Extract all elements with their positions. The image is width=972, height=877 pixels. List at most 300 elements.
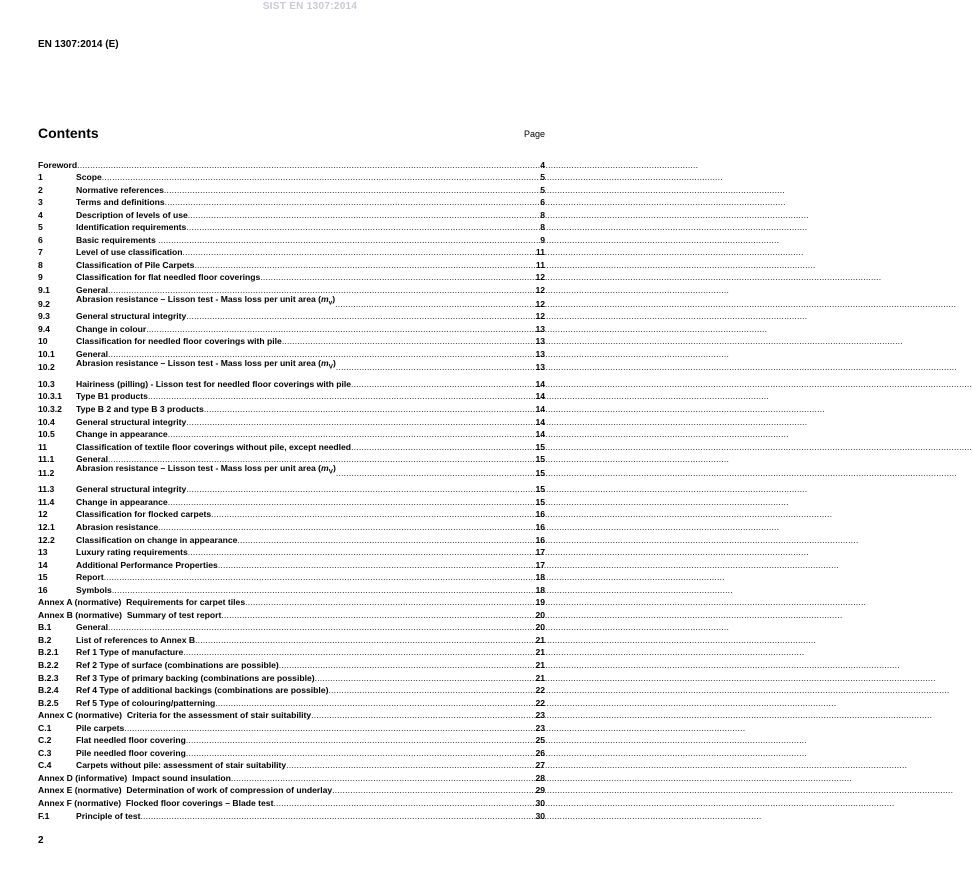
toc-entry[interactable] [38,770,545,783]
toc-entry-page: 15 [535,467,545,478]
toc-entry[interactable] [38,657,545,670]
toc-entry-title-tail: ) [332,293,336,304]
toc-entry-title-text: Abrasion resistance – Lisson test - Mass loss per unit area ( [76,293,322,304]
toc-entry-title-text: Pile needled floor covering [76,747,186,758]
toc-entry-number: 5 [38,222,43,233]
toc-entry-title [76,235,158,245]
toc-dot-leader [195,635,535,645]
toc-entry-title-text: General [76,348,109,359]
toc-entry-page: 21 [535,660,545,671]
toc-entry-number: 10.5 [38,429,55,440]
toc-dot-leader [168,429,536,439]
toc-dot-leader [165,197,541,207]
toc-entry-title [76,484,186,494]
toc-entry-page: 30 [535,798,545,809]
toc-entry-title-text: Hairiness (pilling) - Lisson test for needled floor coverings with pile [76,378,352,389]
toc-entry-title [76,463,336,478]
toc-dot-leader [328,685,535,695]
toc-entry-number: 10.3.1 [38,391,62,402]
toc-entry-title-text: Additional Performance Properties [76,559,218,570]
toc-entry-number: 10 [38,336,48,347]
toc-entry-number: 11.2 [38,467,55,478]
toc-entry-number: 12.2 [38,534,55,545]
toc-dot-leader [104,572,536,582]
toc-entry-number: C.3 [38,747,52,758]
toc-entry-title [76,698,215,708]
toc-entry-title [76,311,186,321]
toc-entry[interactable] [38,519,545,532]
toc-entry-number: 11.4 [38,496,55,507]
toc-entry-page: 18 [535,584,545,595]
toc-entry-title-text: Ref 2 Type of surface (combinations are possible) [76,660,279,671]
toc-entry-title-text: Flocked floor coverings – Blade test [121,798,274,809]
toc-entry-number: 7 [38,247,43,258]
toc-dot-leader [148,391,535,401]
toc-entry-number: B.2.5 [38,697,59,708]
toc-entry-title-text: Classification for needled floor coverings with pile [76,336,282,347]
toc-entry-title-text: Symbols [76,584,112,595]
toc-entry-page: 15 [535,484,545,495]
toc-entry-page: 13 [535,336,545,347]
toc-dot-leader [215,698,535,708]
toc-entry[interactable] [38,321,545,334]
toc-entry[interactable] [38,427,545,440]
toc-entry[interactable] [38,182,545,195]
toc-entry[interactable] [38,195,545,208]
toc-entry-page: 4 [540,159,545,170]
toc-entry-number: 16 [38,584,48,595]
table-of-contents [38,157,545,821]
toc-dot-leader [237,535,535,545]
toc-entry-number: 10.3.2 [38,404,62,415]
toc-entry-page: 27 [535,760,545,771]
toc-dot-leader [194,260,535,270]
toc-dot-leader [186,748,536,758]
toc-dot-leader [112,585,536,595]
toc-entry[interactable] [38,720,545,733]
toc-dot-leader [282,336,536,346]
toc-dot-leader [218,560,536,570]
toc-entry-title-text: General structural integrity [76,311,187,322]
toc-dot-leader [315,673,536,683]
toc-entry[interactable] [38,309,545,322]
toc-entry-title-text: Basic requirements [76,234,159,245]
toc-entry-title [76,535,237,545]
toc-entry-title [122,785,333,795]
toc-entry-title [76,247,183,257]
toc-entry[interactable] [38,695,545,708]
toc-entry-variable: m [321,357,329,368]
toc-entry-title-text: General structural integrity [76,484,187,495]
toc-entry-page: 13 [535,323,545,334]
toc-entry-title [76,260,194,270]
toc-entry-page: 12 [535,285,545,296]
toc-entry-page: 14 [535,416,545,427]
toc-entry-page: 22 [535,685,545,696]
toc-entry-title [76,509,211,519]
toc-entry-title-text: Ref 3 Type of primary backing (combinations are possible) [76,672,315,683]
toc-entry-title [76,272,260,282]
toc-entry-title [76,635,195,645]
toc-entry-page: 12 [535,298,545,309]
toc-dot-leader [108,622,535,632]
toc-entry-page: 8 [540,222,545,233]
toc-entry-page: 14 [535,404,545,415]
toc-entry-title [76,185,164,195]
toc-entry[interactable] [38,733,545,746]
toc-entry[interactable] [38,532,545,545]
toc-entry-title [76,442,351,452]
toc-entry-title [76,760,286,770]
toc-entry-title-text: Description of levels of use [76,209,188,220]
toc-entry-page: 21 [535,634,545,645]
toc-entry-page: 18 [535,572,545,583]
toc-entry-number: B.2.1 [38,647,59,658]
toc-entry[interactable] [38,401,545,414]
toc-entry[interactable] [38,708,545,721]
toc-entry-page: 12 [535,272,545,283]
toc-entry-title [76,647,183,657]
toc-entry[interactable] [38,414,545,427]
toc-entry-title-text: Summary of test report [122,609,222,620]
toc-entry-title [76,673,315,683]
toc-entry-subscript: V [328,363,334,371]
toc-entry[interactable] [38,607,545,620]
toc-entry-title-text: General [76,622,109,633]
toc-dot-leader [186,311,535,321]
toc-entry-title-text: General structural integrity [76,416,187,427]
toc-entry-title [121,597,245,607]
toc-entry-page: 5 [540,172,545,183]
toc-entry-number: B.2.2 [38,660,59,671]
toc-dot-leader [188,547,536,557]
toc-entry-title [76,358,336,373]
toc-entry-title-text: Change in colour [76,323,147,334]
toc-entry-page: 23 [535,722,545,733]
toc-entry[interactable] [38,376,545,389]
toc-entry-page: 23 [535,710,545,721]
toc-entry[interactable] [38,207,545,220]
toc-entry-number: B.2.4 [38,685,59,696]
toc-entry-title-text: Classification of Pile Carpets [76,259,195,270]
toc-entry-title [76,735,186,745]
toc-entry-title-text: Type B1 products [76,391,148,402]
page-number: 2 [38,835,44,846]
toc-entry[interactable] [38,220,545,233]
toc-entry[interactable] [38,632,545,645]
toc-entry-number: 3 [38,197,43,208]
toc-dot-leader [183,647,535,657]
toc-entry-page: 17 [535,547,545,558]
toc-dot-leader [186,222,540,232]
toc-entry-page: 17 [535,559,545,570]
toc-entry-number: F.1 [38,810,50,821]
toc-entry-title-text: Abrasion resistance – Lisson test - Mass loss per unit area ( [76,463,322,474]
toc-entry-title [76,660,279,670]
toc-entry[interactable] [38,582,545,595]
toc-entry-number: C.2 [38,735,52,746]
toc-entry-title [127,773,231,783]
toc-entry-number: 11 [38,441,48,452]
toc-entry-page: 26 [535,747,545,758]
toc-dot-leader [332,785,535,795]
toc-entry-page: 12 [535,311,545,322]
toc-entry-page: 21 [535,647,545,658]
toc-entry-page: 30 [535,810,545,821]
toc-entry-page: 9 [540,234,545,245]
toc-dot-leader [102,172,540,182]
toc-entry-number: 9.4 [38,323,50,334]
toc-entry-title-text: Change in appearance [76,429,168,440]
toc-entry[interactable] [38,670,545,683]
toc-entry-title [122,710,311,720]
toc-dot-leader [211,509,535,519]
toc-entry-number: 10.2 [38,362,55,373]
toc-entry[interactable] [38,595,545,608]
toc-dot-leader [335,299,535,309]
toc-entry[interactable] [38,545,545,558]
toc-dot-leader [231,773,536,783]
toc-dot-leader [186,735,536,745]
toc-dot-leader [351,442,535,452]
toc-entry-title-text: General [76,454,109,465]
toc-entry-title [76,294,335,309]
toc-entry-page: 16 [535,522,545,532]
toc-entry-title-text: Abrasion resistance [76,522,159,532]
toc-entry-page: 14 [535,391,545,402]
toc-entry-number: 6 [38,234,43,245]
toc-entry-title [76,622,108,632]
toc-dot-leader [188,210,540,220]
toc-entry-page: 25 [535,735,545,746]
toc-entry[interactable] [38,808,545,821]
toc-dot-leader [311,710,535,720]
toc-entry-number: Annex C (normative) [38,710,123,721]
toc-entry-subscript: v [328,299,333,307]
toc-entry-page: 11 [535,259,545,270]
toc-entry-title-text: Pile carpets [76,722,125,733]
toc-entry-page: 13 [535,362,545,373]
toc-entry-number: 2 [38,184,43,195]
toc-entry-title [76,391,148,401]
toc-entry-title-text: Flat needled floor covering [76,735,186,746]
toc-entry-title-text: Change in appearance [76,496,168,507]
toc-entry-title-text: Principle of test [76,810,141,821]
toc-entry[interactable] [38,683,545,696]
toc-entry[interactable] [38,620,545,633]
toc-dot-leader [336,362,536,372]
toc-entry[interactable] [38,389,545,402]
toc-entry-page: 28 [535,772,545,783]
toc-entry-title [76,417,186,427]
toc-entry-number: 13 [38,547,48,558]
toc-entry-title-text: Level of use classification [76,247,183,258]
toc-entry-title [76,172,102,182]
toc-entry-title [76,547,188,557]
toc-entry-page: 29 [535,785,545,796]
toc-entry-title-text: Report [76,572,104,583]
toc-dot-leader [186,417,535,427]
toc-entry-page: 15 [535,441,545,452]
toc-entry-page: 6 [540,197,545,208]
toc-entry-title-text: General [76,285,109,296]
toc-entry-title-tail: ) [333,463,336,474]
toc-dot-leader [351,379,535,389]
toc-entry-title [76,723,124,733]
toc-entry-title-text: Luxury rating requirements [76,547,188,558]
toc-entry-title [76,197,165,207]
toc-entry-number: B.2.3 [38,672,59,683]
toc-entry-title [76,522,158,532]
toc-entry-page: 22 [535,697,545,708]
toc-dot-leader [186,484,535,494]
toc-entry-title-text: Criteria for the assessment of stair suitability [122,710,312,721]
toc-entry-title [76,429,168,439]
toc-entry-page: 5 [540,184,545,195]
toc-entry-title [76,210,188,220]
toc-entry-number: 4 [38,209,43,220]
toc-dot-leader [77,160,540,170]
toc-entry-page: 16 [535,509,545,520]
toc-entry-number: C.1 [38,722,52,733]
toc-entry-title-text: Classification for flocked carpets [76,509,212,520]
toc-entry[interactable] [38,245,545,258]
toc-entry-page: 20 [535,609,545,620]
toc-entry-number: Annex E (normative) [38,785,122,796]
toc-entry-title [76,560,218,570]
toc-entry[interactable] [38,783,545,796]
document-id: EN 1307:2014 (E) [38,39,119,50]
toc-entry[interactable] [38,482,545,495]
toc-entry-title-text: Terms and definitions [76,197,165,208]
toc-entry-title-text: Ref 4 Type of additional backings (combinations are possible) [76,685,329,696]
toc-entry-number: Annex F (normative) [38,798,122,809]
toc-entry[interactable] [38,232,545,245]
toc-entry-title-text: Abrasion resistance – Lisson test - Mass loss per unit area ( [76,357,322,368]
toc-entry-title [76,811,140,821]
toc-dot-leader [140,811,535,821]
toc-dot-leader [164,185,540,195]
toc-entry-title [76,222,186,232]
toc-entry-number: 10.4 [38,416,55,427]
toc-entry[interactable] [38,464,545,478]
toc-entry-number: Annex D (informative) [38,772,128,783]
toc-entry-number: 9.1 [38,285,50,296]
toc-dot-leader [168,497,536,507]
toc-entry[interactable] [38,494,545,507]
toc-entry-title [76,324,146,334]
toc-entry-number: Annex B (normative) [38,609,123,620]
toc-dot-leader [245,597,535,607]
toc-entry-title [76,379,351,389]
toc-entry-title-text: Type B 2 and type B 3 products [76,404,204,415]
toc-dot-leader [273,798,535,808]
toc-entry-number: 9.3 [38,311,50,322]
toc-entry-number: 1 [38,172,43,183]
toc-entry-page: 15 [535,496,545,507]
toc-entry[interactable] [38,257,545,270]
contents-title: Contents [38,125,99,141]
toc-entry[interactable] [38,270,545,283]
toc-entry-title-text: Impact sound insulation [127,772,231,783]
toc-entry-page: 11 [535,247,545,258]
toc-entry[interactable] [38,295,545,309]
toc-entry-number: 9 [38,272,43,283]
watermark: SIST EN 1307:2014 [262,1,358,12]
toc-entry-title-text: Scope [76,172,102,183]
toc-entry[interactable] [38,557,545,570]
toc-dot-leader [286,760,535,770]
toc-dot-leader [146,324,535,334]
toc-entry-number: 12.1 [38,522,55,532]
toc-entry-variable: m [321,463,329,474]
toc-entry-number: 9.2 [38,298,50,309]
toc-dot-leader [124,723,535,733]
toc-entry-page: 16 [535,534,545,545]
toc-entry-title-text: Ref 1 Type of manufacture [76,647,184,658]
toc-entry-number: 12 [38,509,48,520]
toc-entry[interactable] [38,645,545,658]
toc-entry-title-text: Classification of textile floor coverings without pile, except needled [76,441,352,452]
toc-entry-number: 11.1 [38,454,55,465]
toc-entry[interactable] [38,157,545,170]
toc-dot-leader [183,247,536,257]
toc-entry-number: 14 [38,559,48,570]
toc-entry-page: 19 [535,597,545,608]
toc-entry-number: B.2 [38,634,52,645]
toc-entry[interactable] [38,745,545,758]
toc-entry-title-text: Classification on change in appearance [76,534,238,545]
toc-dot-leader [158,522,535,532]
toc-entry-number: 10.3 [38,378,55,389]
toc-entry-page: 8 [540,209,545,220]
toc-entry-number: 11.3 [38,484,55,495]
toc-entry-number: 10.1 [38,348,55,359]
toc-entry-title-text: Requirements for carpet tiles [121,597,246,608]
toc-entry[interactable] [38,170,545,183]
toc-entry-title [76,497,168,507]
toc-entry[interactable] [38,359,545,373]
toc-dot-leader [260,272,535,282]
toc-entry-title-text: Ref 5 Type of colouring/patterning [76,697,216,708]
toc-entry-title-text: Determination of work of compression of underlay [121,785,333,796]
toc-entry-subscript: V [328,468,334,476]
toc-entry[interactable] [38,507,545,520]
toc-entry[interactable] [38,439,545,452]
toc-entry-page: 13 [535,348,545,359]
toc-entry-number: Annex A (normative) [38,597,122,608]
toc-entry-title [76,572,104,582]
toc-entry-page: 14 [535,429,545,440]
toc-entry-title-text: Identification requirements [76,222,187,233]
toc-entry-title [76,404,204,414]
toc-entry[interactable] [38,795,545,808]
toc-entry-number: B.1 [38,622,52,633]
toc-entry[interactable] [38,570,545,583]
toc-entry-page: 14 [535,378,545,389]
toc-entry-title [76,748,186,758]
toc-entry-title [122,610,221,620]
toc-entry-title-text: Carpets without pile: assessment of stair suitability [76,760,287,771]
toc-entry-number: 8 [38,259,43,270]
toc-entry-page: 21 [535,672,545,683]
toc-dot-leader [221,610,535,620]
toc-entry-number: Foreword [38,159,78,170]
toc-entry-number: C.4 [38,760,52,771]
toc-entry[interactable] [38,758,545,771]
toc-entry[interactable] [38,334,545,347]
toc-entry-variable: m [321,293,329,304]
